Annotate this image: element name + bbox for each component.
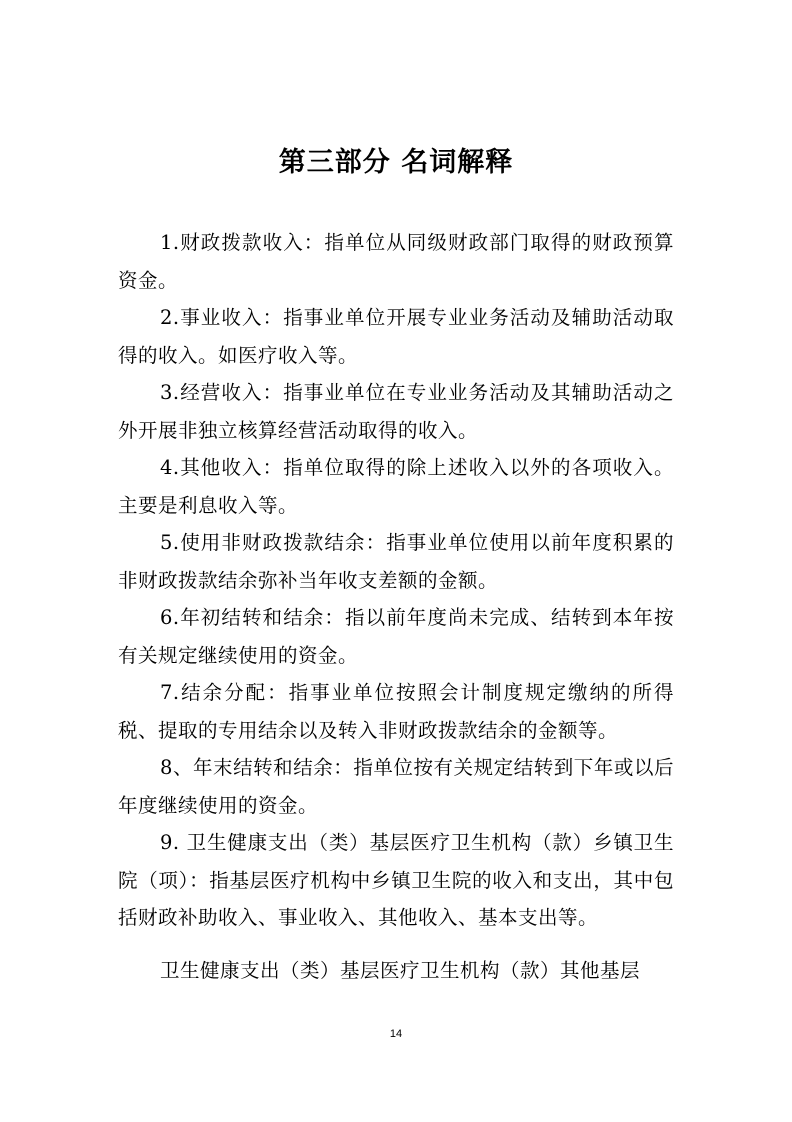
definition-paragraph-3: 3.经营收入：指事业单位在专业业务活动及其辅助活动之外开展非独立核算经营活动取得的收入。	[118, 381, 674, 442]
document-body	[118, 224, 674, 989]
definition-paragraph-2: 2.事业收入：指事业单位开展专业业务活动及辅助活动取得的收入。如医疗收入等。	[118, 306, 674, 367]
definition-paragraph-6: 6.年初结转和结余：指以前年度尚未完成、结转到本年按有关规定继续使用的资金。	[118, 606, 674, 667]
definition-paragraph-8: 8、年末结转和结余：指单位按有关规定结转到下年或以后年度继续使用的资金。	[118, 756, 674, 817]
page-number: 14	[389, 1028, 403, 1040]
definition-paragraph-7: 7.结余分配：指事业单位按照会计制度规定缴纳的所得税、提取的专用结余以及转入非财政拨款结余的金额等。	[118, 681, 674, 742]
page-title: 第三部分 名词解释	[278, 147, 514, 178]
definition-paragraph-10: 卫生健康支出（类）基层医疗卫生机构（款）其他基层	[160, 958, 641, 982]
definition-paragraph-9: 9. 卫生健康支出（类）基层医疗卫生机构（款）乡镇卫生院（项）：指基层医疗机构中乡镇卫生院的收入和支出，其中包括财政补助收入、事业收入、其他收入、基本支出等。	[118, 831, 674, 929]
definition-paragraph-1: 1.财政拨款收入：指单位从同级财政部门取得的财政预算资金。	[118, 231, 674, 292]
definition-paragraph-4: 4.其他收入：指单位取得的除上述收入以外的各项收入。主要是利息收入等。	[118, 456, 674, 517]
definition-paragraph-5: 5.使用非财政拨款结余：指事业单位使用以前年度积累的非财政拨款结余弥补当年收支差额的金额。	[118, 531, 674, 592]
